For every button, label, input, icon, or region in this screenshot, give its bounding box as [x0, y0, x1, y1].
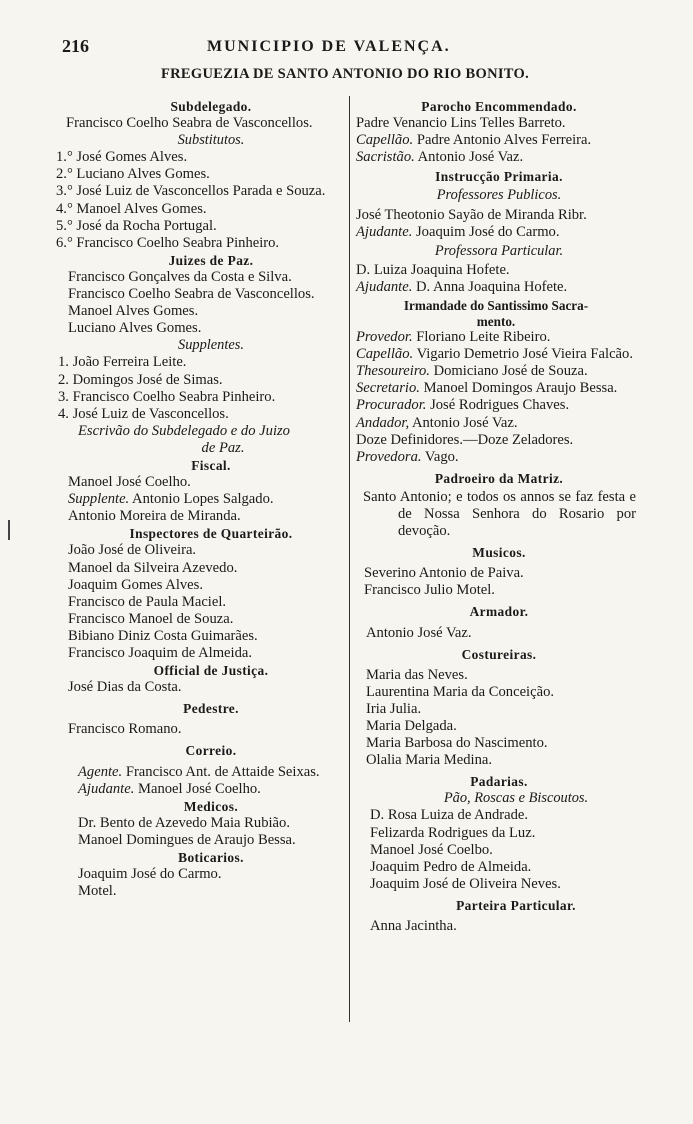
section-heading-armador: Armador.	[469, 604, 529, 620]
role-name: Francisco Ant. de Attaide Seixas.	[125, 763, 320, 780]
list-item: 6.° Francisco Coelho Seabra Pinheiro.	[56, 234, 280, 251]
list-item: Joaquim Gomes Alves.	[68, 576, 203, 593]
margin-mark	[8, 520, 10, 540]
parish-title: FREGUEZIA DE SANTO ANTONIO DO RIO BONITO.	[160, 66, 530, 82]
section-heading-boticarios: Boticarios.	[178, 850, 244, 866]
parocho-capellao	[356, 132, 636, 149]
parocho-name: Padre Venancio Lins Telles Barreto.	[356, 115, 566, 132]
armador-name: Antonio José Vaz.	[366, 624, 472, 641]
subheading-professores: Professores Publicos.	[436, 187, 562, 204]
irmandade-provedora	[356, 449, 636, 466]
role-name: Antonio Lopes Salgado.	[132, 491, 274, 508]
list-item: João José de Oliveira.	[68, 542, 197, 559]
section-heading-padarias: Padarias.	[470, 774, 528, 790]
parocho-sacristao	[356, 149, 636, 166]
section-heading-musicos: Musicos.	[472, 545, 526, 561]
role-name: Manoel Domingos Araujo Bessa.	[423, 380, 618, 397]
list-item: Joaquim José de Oliveira Neves.	[370, 875, 561, 892]
subheading-professora: Professora Particular.	[434, 242, 564, 259]
role-name: Domiciano José de Souza.	[433, 363, 588, 380]
padroeiro-text: Santo Antonio; e todos os annos se faz festa e de Nossa Senhora do Rosario por devoção.	[363, 488, 636, 540]
list-item: 1. João Ferreira Leite.	[58, 354, 187, 371]
list-item: 2. Domingos José de Simas.	[58, 371, 223, 388]
irmandade-capellao	[356, 346, 636, 363]
list-item: Maria Barbosa do Nascimento.	[366, 735, 548, 752]
role-label: Provedor.	[356, 329, 413, 346]
role-name: Floriano Leite Ribeiro.	[416, 329, 551, 346]
role-label: Secretario.	[356, 380, 420, 397]
correio-ajudante	[78, 781, 348, 798]
role-label: Provedora.	[356, 448, 422, 465]
list-item: Manoel da Silveira Azevedo.	[68, 559, 238, 576]
section-heading-instruccao: Instrucção Primaria.	[435, 169, 563, 185]
list-item: Francisco de Paula Maciel.	[68, 593, 227, 610]
role-name: Antonio José Vaz.	[417, 149, 524, 166]
instruccao-ajudante	[356, 224, 636, 241]
role-label: Ajudante.	[356, 223, 413, 240]
list-item: Maria Delgada.	[366, 718, 457, 734]
escrivao-line: Escrivão do Subdelegado e do Juizo	[78, 422, 290, 439]
irmandade-andador	[356, 415, 636, 432]
list-item: Dr. Bento de Azevedo Maia Rubião.	[78, 814, 290, 831]
list-item: Luciano Alves Gomes.	[68, 320, 202, 337]
role-label: Ajudante.	[356, 278, 413, 295]
professor-name: José Theotonio Sayão de Miranda Ribr.	[356, 206, 587, 223]
list-item: Francisco Joaquim de Almeida.	[68, 645, 253, 661]
role-name: Vago.	[424, 448, 459, 465]
list-item: Joaquim Pedro de Almeida.	[370, 858, 532, 875]
role-label: Capellão.	[356, 132, 414, 149]
list-item: Motel.	[78, 883, 117, 900]
section-heading-supplentes: Supplentes.	[178, 337, 244, 354]
role-name: José Rodrigues Chaves.	[430, 397, 570, 414]
instruccao-ajudante2	[356, 279, 636, 296]
section-heading-irmandade: Irmandade do Santissimo Sacra-	[403, 298, 589, 314]
role-label: Procurador.	[356, 397, 427, 414]
running-title: MUNICIPIO DE VALENÇA.	[207, 38, 451, 55]
list-item: 4.° Manoel Alves Gomes.	[56, 200, 207, 217]
list-item: Manoel José Coelbo.	[370, 841, 493, 858]
list-item: D. Rosa Luiza de Andrade.	[370, 807, 529, 824]
fiscal-other: Antonio Moreira de Miranda.	[68, 508, 241, 525]
column-divider	[349, 96, 350, 1022]
page-number: 216	[62, 36, 89, 56]
irmandade-provedor	[356, 329, 636, 346]
parteira-name: Anna Jacintha.	[370, 918, 457, 935]
role-label: Agente.	[78, 763, 123, 780]
role-label: Thesoureiro.	[356, 363, 430, 380]
section-heading-fiscal: Fiscal.	[191, 457, 231, 473]
section-heading-correio: Correio.	[185, 743, 237, 759]
section-heading-pedestre: Pedestre.	[183, 701, 239, 717]
section-heading-parteira: Parteira Particular.	[456, 897, 576, 913]
list-item: Maria das Neves.	[366, 666, 468, 683]
role-label: Sacristão.	[356, 149, 415, 166]
role-label: Andador,	[356, 414, 410, 431]
escrivao-line: de Paz.	[201, 439, 245, 456]
running-head	[62, 36, 622, 58]
section-heading-subdelegado: Subdelegado.	[170, 99, 252, 114]
list-item: Laurentina Maria da Conceição.	[366, 683, 555, 700]
list-item: Francisco Julio Motel.	[364, 582, 495, 599]
list-item: 1.° José Gomes Alves.	[56, 149, 188, 166]
section-heading-costureiras: Costureiras.	[461, 646, 537, 662]
list-item: Francisco Manoel de Souza.	[68, 610, 234, 627]
irmandade-definidores: Doze Definidores.—Doze Zeladores.	[356, 431, 574, 448]
list-item: Manoel Alves Gomes.	[68, 303, 199, 320]
section-heading-medicos: Medicos.	[183, 798, 239, 814]
role-name: Manoel José Coelho.	[138, 780, 261, 797]
section-heading-juizes: Juizes de Paz.	[168, 252, 254, 268]
section-heading-irmandade-cont: mento.	[476, 313, 516, 329]
section-heading-padroeiro: Padroeiro da Matriz.	[434, 470, 564, 486]
left-column	[56, 98, 348, 900]
section-heading-substitutos: Substitutos.	[177, 132, 245, 149]
fiscal-name: Manoel José Coelho.	[68, 474, 191, 491]
section-heading-inspectores: Inspectores de Quarteirão.	[129, 526, 293, 542]
role-label: Supplente.	[68, 491, 130, 508]
list-item: 3. Francisco Coelho Seabra Pinheiro.	[58, 388, 276, 405]
list-item: Olalia Maria Medina.	[366, 752, 493, 769]
pedestre-name: Francisco Romano.	[68, 721, 182, 738]
subdelegado-name: Francisco Coelho Seabra de Vasconcellos.	[66, 115, 313, 132]
list-item: Iria Julia.	[366, 700, 422, 717]
fiscal-supplente	[68, 491, 348, 508]
list-item: Severino Antonio de Paiva.	[364, 565, 524, 582]
role-name: Padre Antonio Alves Ferreira.	[416, 132, 592, 149]
list-item: Felizarda Rodrigues da Luz.	[370, 824, 536, 841]
irmandade-procurador	[356, 397, 636, 414]
irmandade-thesoureiro	[356, 363, 636, 380]
professora-name: D. Luiza Joaquina Hofete.	[356, 261, 510, 278]
subheading-paes: Pão, Roscas e Biscoutos.	[443, 790, 589, 807]
role-name: Antonio José Vaz.	[411, 414, 518, 431]
list-item: Manoel Domingues de Araujo Bessa.	[78, 831, 296, 848]
role-name: Vigario Demetrio José Vieira Falcão.	[416, 346, 633, 363]
role-label: Capellão.	[356, 346, 414, 363]
role-label: Ajudante.	[78, 780, 135, 797]
official-name: José Dias da Costa.	[68, 679, 182, 696]
section-heading-official: Official de Justiça.	[153, 663, 269, 679]
list-item: Bibiano Diniz Costa Guimarães.	[68, 627, 258, 644]
list-item: Francisco Coelho Seabra de Vasconcellos.	[68, 286, 315, 303]
right-column	[356, 98, 636, 935]
list-item: 3.° José Luiz de Vasconcellos Parada e Souza.	[56, 183, 326, 200]
correio-agente	[78, 764, 348, 781]
irmandade-secretario	[356, 380, 636, 397]
list-item: 5.° José da Rocha Portugal.	[56, 217, 217, 234]
list-item: Francisco Gonçalves da Costa e Silva.	[68, 268, 292, 285]
role-name: Joaquim José do Carmo.	[416, 223, 560, 240]
list-item: 2.° Luciano Alves Gomes.	[56, 166, 210, 183]
section-heading-parocho: Parocho Encommendado.	[421, 99, 577, 114]
list-item: 4. José Luiz de Vasconcellos.	[58, 405, 229, 422]
list-item: Joaquim José do Carmo.	[78, 866, 222, 883]
role-name: D. Anna Joaquina Hofete.	[416, 278, 568, 295]
